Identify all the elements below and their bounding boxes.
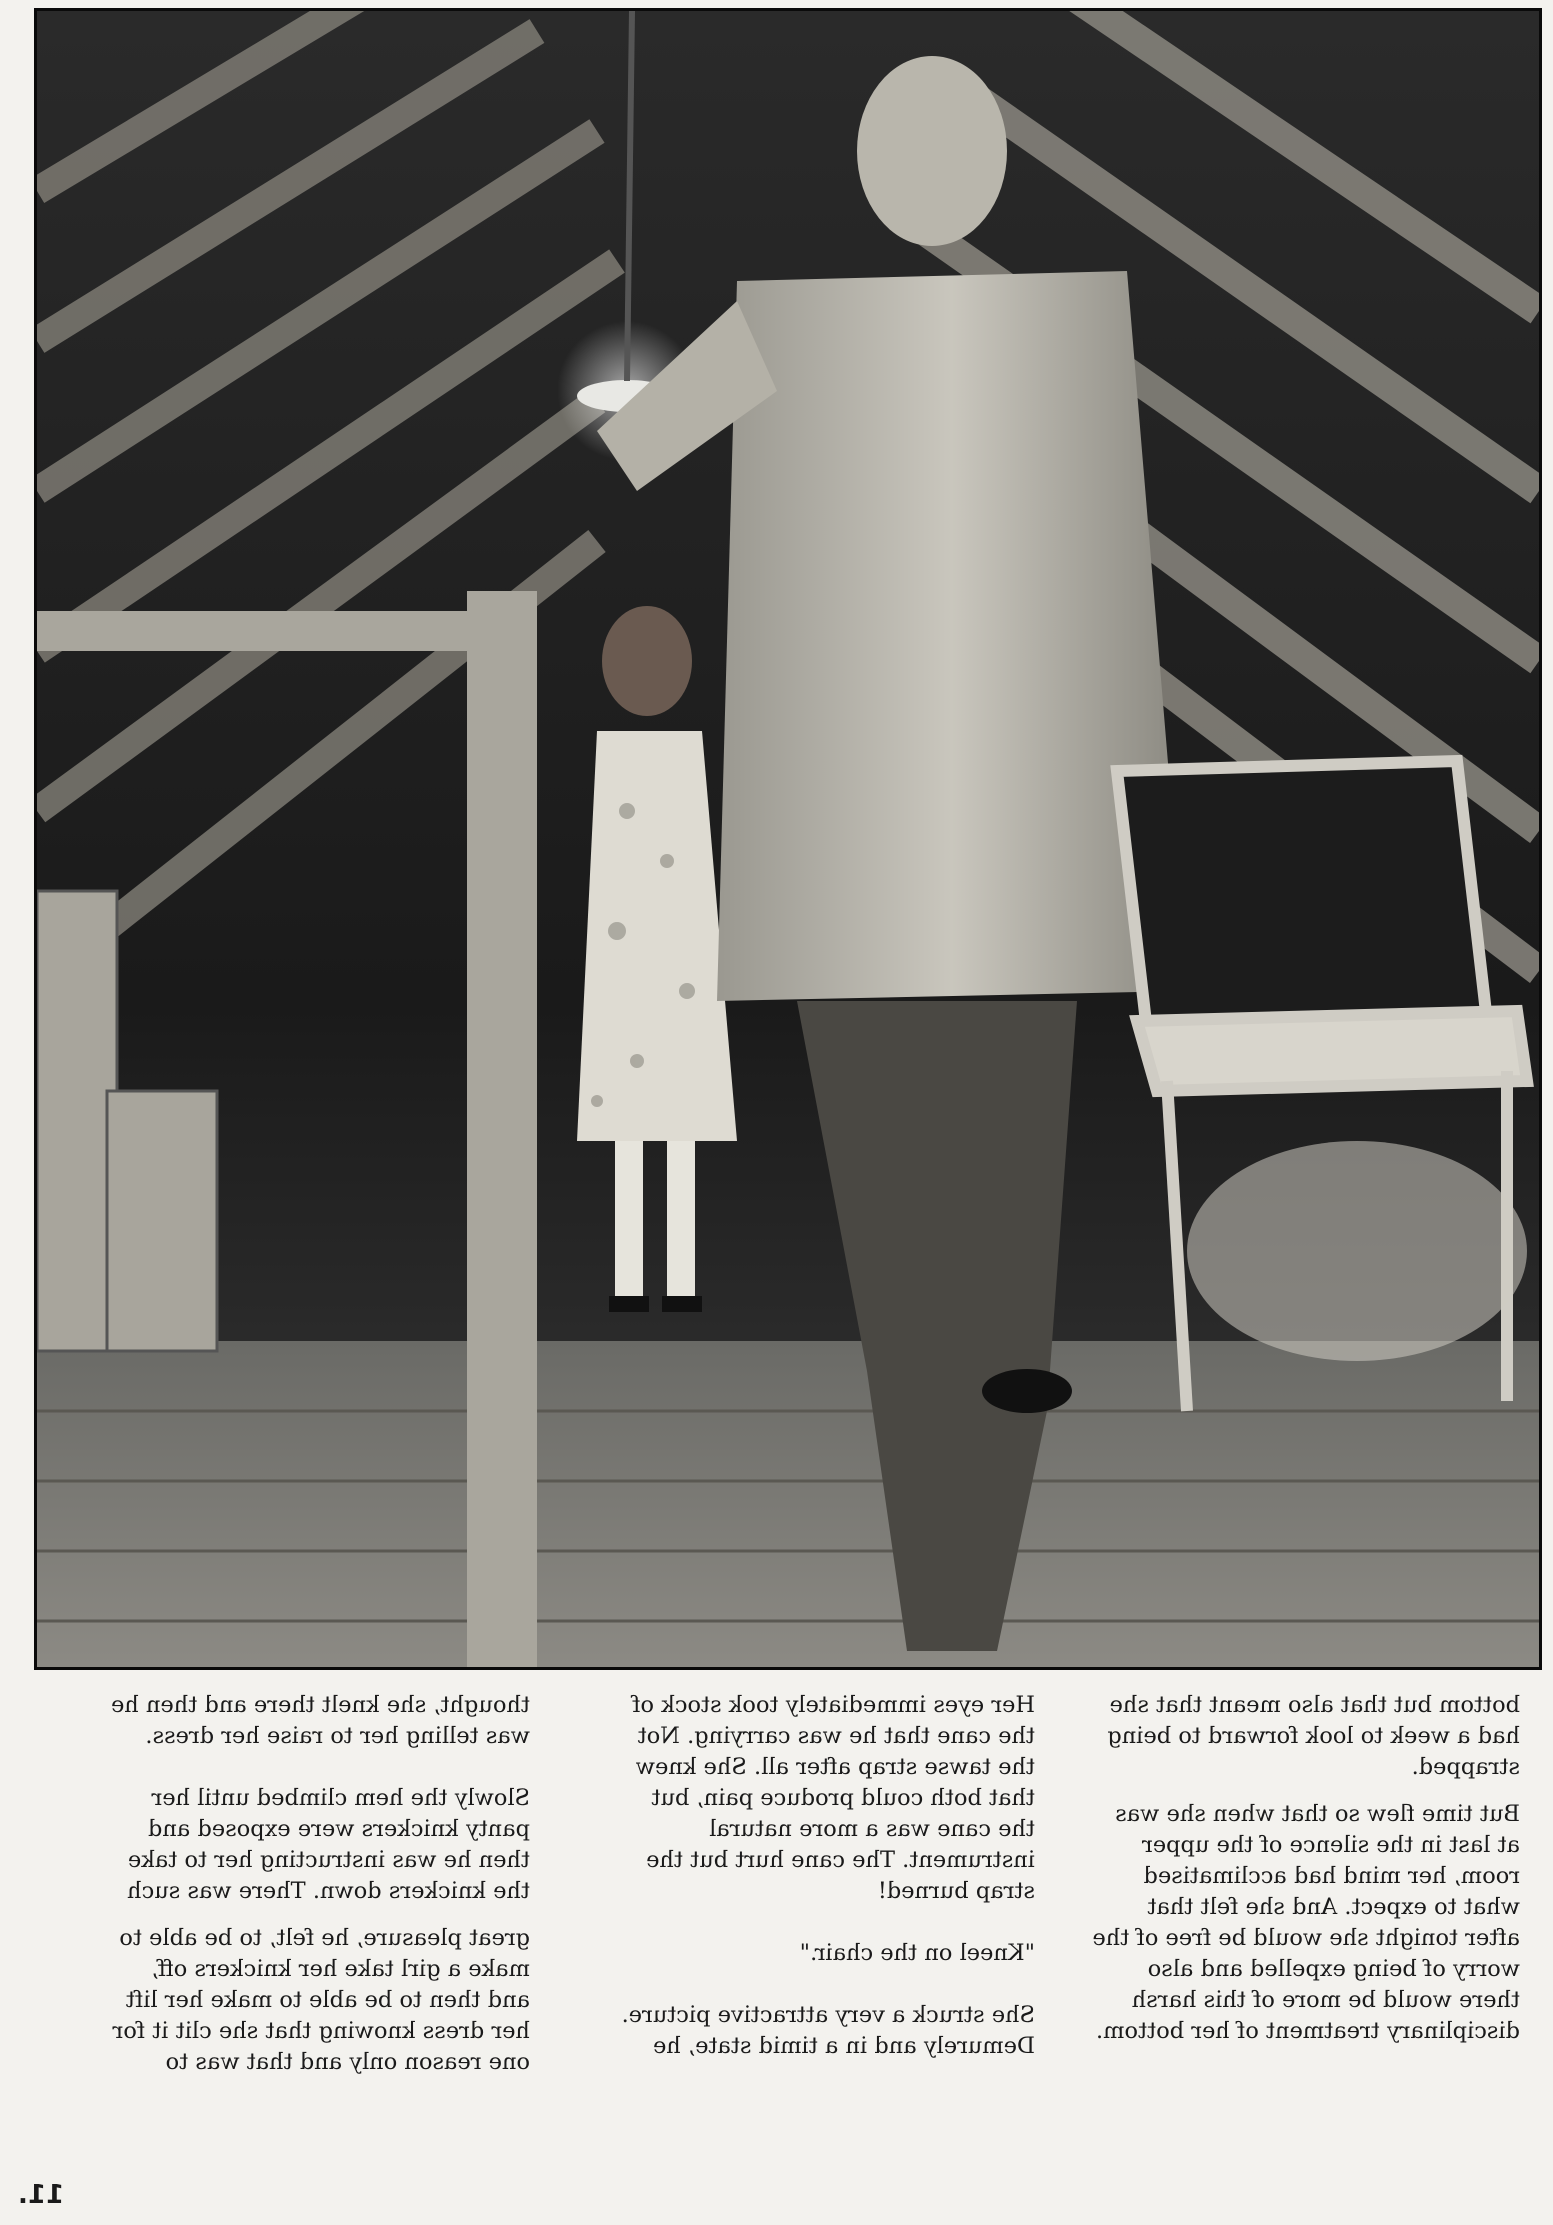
paragraph: thought, she knelt there and then he was telling her to raise her dress. xyxy=(111,1692,530,1749)
paragraph: But time flew so that when she was at last in the silence of the upper room, her mind had acclimatised what to expect. And she felt that after tonight she would be free of the worry of being expelled and also there would be more of this harsh disciplinary treatment of her bottom. xyxy=(1092,1801,1520,2044)
photo-scene xyxy=(37,11,1539,1667)
attic-photograph xyxy=(34,8,1542,1670)
paragraph: "Kneel on the chair." xyxy=(799,1940,1035,1966)
floorboards xyxy=(37,1341,1539,1667)
paragraph: bottom but that also meant that she had a week to look forward to being strapped. xyxy=(1107,1692,1520,1780)
text-column-3 xyxy=(70,1690,530,2109)
text-column-2 xyxy=(575,1690,1035,2093)
text-column-1 xyxy=(1060,1690,1520,2078)
plastic-bags xyxy=(1187,1141,1527,1361)
paragraph: Slowly the hem climbed until her panty knickers were exposed and then he was instructing her to take the knickers down. There was such xyxy=(127,1785,530,1904)
paragraph: Her eyes immediately took stock of the cane that he was carrying. Not the tawse strap after all. She knew that both could produce pain, but the cane was a more natural instrument. The cane hurt but the strap burned! xyxy=(632,1692,1035,1904)
article-text xyxy=(0,1690,1553,2110)
paragraph: great pleasure, he felt, to be able to make a girl take her knickers off, and then to be able to make her lift her dress knowing that she clit it for one reason only and that was to xyxy=(112,1925,530,2075)
paragraph: She struck a very attractive picture. Demurely and in a timid state, he xyxy=(621,2002,1035,2059)
page-number: 11. xyxy=(18,2180,65,2210)
